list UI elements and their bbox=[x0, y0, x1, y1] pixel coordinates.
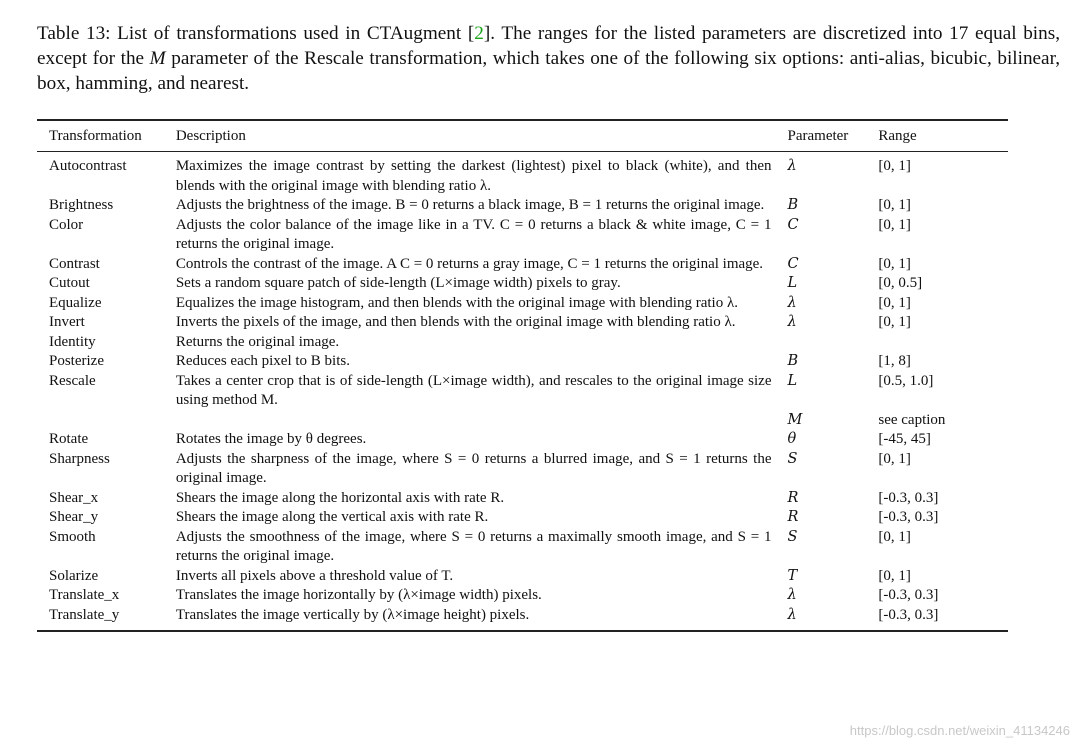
transformation-name: Smooth bbox=[49, 528, 96, 545]
table-row bbox=[37, 372, 1008, 411]
transformation-description: Inverts all pixels above a threshold value of T. bbox=[175, 567, 454, 584]
transformation-range: [0.5, 1.0] bbox=[878, 372, 934, 389]
caption-suffix-a: ]. The ranges for the listed parameters are discretized into 17 equal bins, except for the bbox=[37, 23, 1060, 69]
transformation-range: [0, 1] bbox=[878, 314, 911, 330]
table-row bbox=[37, 313, 1008, 333]
transformation-name: Posterize bbox=[49, 353, 104, 369]
transformation-parameter bbox=[788, 567, 879, 587]
transformation-parameter bbox=[788, 216, 879, 255]
transformation-parameter bbox=[788, 528, 879, 567]
transformation-parameter bbox=[788, 313, 879, 333]
transformation-range: [-45, 45] bbox=[878, 431, 931, 447]
transformation-name: Autocontrast bbox=[49, 158, 127, 174]
transformation-range: see caption bbox=[878, 411, 946, 428]
transformation-description: Shears the image along the vertical axis with rate R. bbox=[175, 509, 489, 525]
parameter-symbol: R bbox=[787, 489, 799, 506]
transformations-table bbox=[37, 119, 1008, 632]
table-row bbox=[37, 216, 1008, 255]
transformation-range: [0, 1] bbox=[878, 450, 911, 467]
table-row bbox=[37, 333, 1008, 353]
watermark: https://blog.csdn.net/weixin_41134246 bbox=[849, 723, 1070, 738]
transformation-name: Solarize bbox=[49, 567, 99, 584]
transformation-range: [1, 8] bbox=[878, 353, 911, 369]
transformation-range: [0, 1] bbox=[878, 197, 911, 213]
header-parameter: Parameter bbox=[788, 120, 879, 152]
parameter-symbol: S bbox=[787, 450, 798, 467]
transformation-name: Rescale bbox=[49, 372, 96, 389]
transformation-description: Equalizes the image histogram, and then blends with the original image with blending ratio λ. bbox=[175, 294, 738, 311]
transformation-description: Translates the image vertically by (λ×image height) pixels. bbox=[176, 606, 788, 632]
header-range: Range bbox=[878, 120, 1008, 152]
transformation-description: Reduces each pixel to B bits. bbox=[175, 353, 350, 369]
table-row bbox=[37, 489, 1008, 509]
parameter-symbol: λ bbox=[787, 587, 797, 603]
transformations-table-container bbox=[37, 119, 1008, 632]
transformation-range: [0, 1] bbox=[878, 216, 911, 233]
transformation-name: Equalize bbox=[49, 294, 102, 311]
parameter-symbol: R bbox=[787, 509, 799, 525]
table-row bbox=[37, 152, 1008, 197]
transformation-name: Brightness bbox=[49, 197, 114, 213]
transformation-description: Sets a random square patch of side-length (L×image width) pixels to gray. bbox=[175, 275, 621, 291]
parameter-symbol: λ bbox=[787, 294, 797, 311]
caption-m-symbol: M bbox=[149, 48, 166, 69]
transformation-parameter bbox=[788, 450, 879, 489]
transformation-name: Rotate bbox=[49, 431, 89, 447]
transformation-parameter bbox=[788, 274, 879, 294]
transformation-range: [-0.3, 0.3] bbox=[878, 489, 939, 506]
transformation-name: Cutout bbox=[49, 275, 90, 291]
transformation-name: Sharpness bbox=[49, 450, 110, 467]
transformation-name: Shear_x bbox=[49, 489, 99, 506]
transformation-description: Shears the image along the horizontal axis with rate R. bbox=[175, 489, 505, 506]
caption-suffix-b: parameter of the Rescale transformation, which takes one of the following six options: anti-alias, bicubic, bilinear, box, hamming, and nearest. bbox=[37, 48, 1060, 94]
table-row bbox=[37, 586, 1008, 606]
table-row bbox=[37, 508, 1008, 528]
transformation-parameter bbox=[788, 489, 879, 509]
transformation-range: [0, 0.5] bbox=[878, 275, 923, 291]
table-row bbox=[37, 255, 1008, 275]
parameter-symbol: λ bbox=[787, 158, 797, 174]
parameter-symbol: B bbox=[787, 353, 799, 369]
header-description: Description bbox=[176, 120, 788, 152]
transformation-name: Invert bbox=[49, 314, 85, 330]
transformation-name: Color bbox=[49, 216, 84, 233]
transformation-description: Adjusts the color balance of the image like in a TV. C = 0 returns a black & white image, C = 1 returns the original image. bbox=[175, 216, 772, 252]
transformation-parameter bbox=[788, 352, 879, 372]
transformation-parameter bbox=[788, 294, 879, 314]
transformation-parameter bbox=[788, 152, 879, 197]
transformation-name: Contrast bbox=[49, 255, 100, 272]
parameter-symbol: C bbox=[787, 255, 799, 272]
transformation-description bbox=[176, 411, 788, 431]
transformation-description: Translates the image horizontally by (λ×image width) pixels. bbox=[175, 587, 542, 603]
table-body bbox=[37, 152, 1008, 632]
transformation-name: Identity bbox=[49, 333, 96, 350]
transformation-description: Inverts the pixels of the image, and then blends with the original image with blending ratio λ. bbox=[175, 314, 736, 330]
parameter-symbol: M bbox=[787, 411, 803, 428]
transformation-range: [0, 1] bbox=[878, 294, 911, 311]
transformation-parameter bbox=[788, 430, 879, 450]
parameter-symbol: θ bbox=[787, 431, 797, 447]
table-row bbox=[37, 294, 1008, 314]
transformation-description: Adjusts the sharpness of the image, where S = 0 returns a blurred image, and S = 1 returns the original image. bbox=[175, 450, 772, 486]
transformation-description: Rotates the image by θ degrees. bbox=[175, 431, 367, 447]
transformation-range: [0, 1] bbox=[878, 255, 911, 272]
parameter-symbol: L bbox=[787, 275, 798, 291]
table-row bbox=[37, 567, 1008, 587]
table-row bbox=[37, 528, 1008, 567]
table-row bbox=[37, 274, 1008, 294]
transformation-description: Returns the original image. bbox=[175, 333, 340, 350]
transformation-parameter bbox=[788, 333, 879, 353]
transformation-parameter bbox=[788, 255, 879, 275]
caption-prefix: Table 13: List of transformations used in CTAugment [ bbox=[37, 23, 475, 44]
parameter-symbol: B bbox=[787, 197, 799, 213]
transformation-name: Translate_y bbox=[37, 606, 176, 632]
header-transformation: Transformation bbox=[37, 120, 176, 152]
table-caption bbox=[37, 21, 1060, 96]
transformation-description: Takes a center crop that is of side-length (L×image width), and rescales to the original image size using method M. bbox=[175, 372, 772, 408]
table-row bbox=[37, 450, 1008, 489]
parameter-symbol: S bbox=[787, 528, 798, 545]
transformation-description: Maximizes the image contrast by setting the darkest (lightest) pixel to black (white), and then blends with the original image with blending ratio λ. bbox=[175, 158, 772, 194]
citation-link[interactable]: 2 bbox=[474, 23, 484, 44]
transformation-parameter bbox=[788, 508, 879, 528]
table-row bbox=[37, 196, 1008, 216]
transformation-name bbox=[37, 411, 176, 431]
transformation-range: [0, 1] bbox=[878, 158, 911, 174]
transformation-parameter bbox=[788, 606, 879, 632]
transformation-range: [-0.3, 0.3] bbox=[878, 606, 1008, 632]
transformation-description: Adjusts the smoothness of the image, where S = 0 returns a maximally smooth image, and S = 1 returns the original image. bbox=[175, 528, 772, 564]
transformation-range: [-0.3, 0.3] bbox=[878, 509, 939, 525]
parameter-symbol: L bbox=[787, 372, 798, 389]
table-row bbox=[37, 606, 1008, 632]
transformation-parameter bbox=[788, 586, 879, 606]
table-row bbox=[37, 411, 1008, 431]
transformation-name: Shear_y bbox=[49, 509, 99, 525]
transformation-range: [-0.3, 0.3] bbox=[878, 587, 939, 603]
transformation-description: Controls the contrast of the image. A C = 0 returns a gray image, C = 1 returns the original image. bbox=[175, 255, 764, 272]
parameter-symbol: λ bbox=[787, 606, 797, 623]
transformation-range: [0, 1] bbox=[878, 567, 911, 584]
parameter-symbol: C bbox=[787, 216, 799, 233]
transformation-parameter bbox=[788, 196, 879, 216]
transformation-parameter bbox=[788, 411, 879, 431]
transformation-range bbox=[878, 333, 1008, 353]
transformation-name: Translate_x bbox=[49, 587, 120, 603]
transformation-range: [0, 1] bbox=[878, 528, 911, 545]
transformation-parameter bbox=[788, 372, 879, 411]
table-row bbox=[37, 430, 1008, 450]
parameter-symbol: T bbox=[787, 567, 798, 584]
table-header-row bbox=[37, 120, 1008, 152]
table-row bbox=[37, 352, 1008, 372]
parameter-symbol: λ bbox=[787, 314, 797, 330]
transformation-description: Adjusts the brightness of the image. B = 0 returns a black image, B = 1 returns the original image. bbox=[175, 197, 765, 213]
